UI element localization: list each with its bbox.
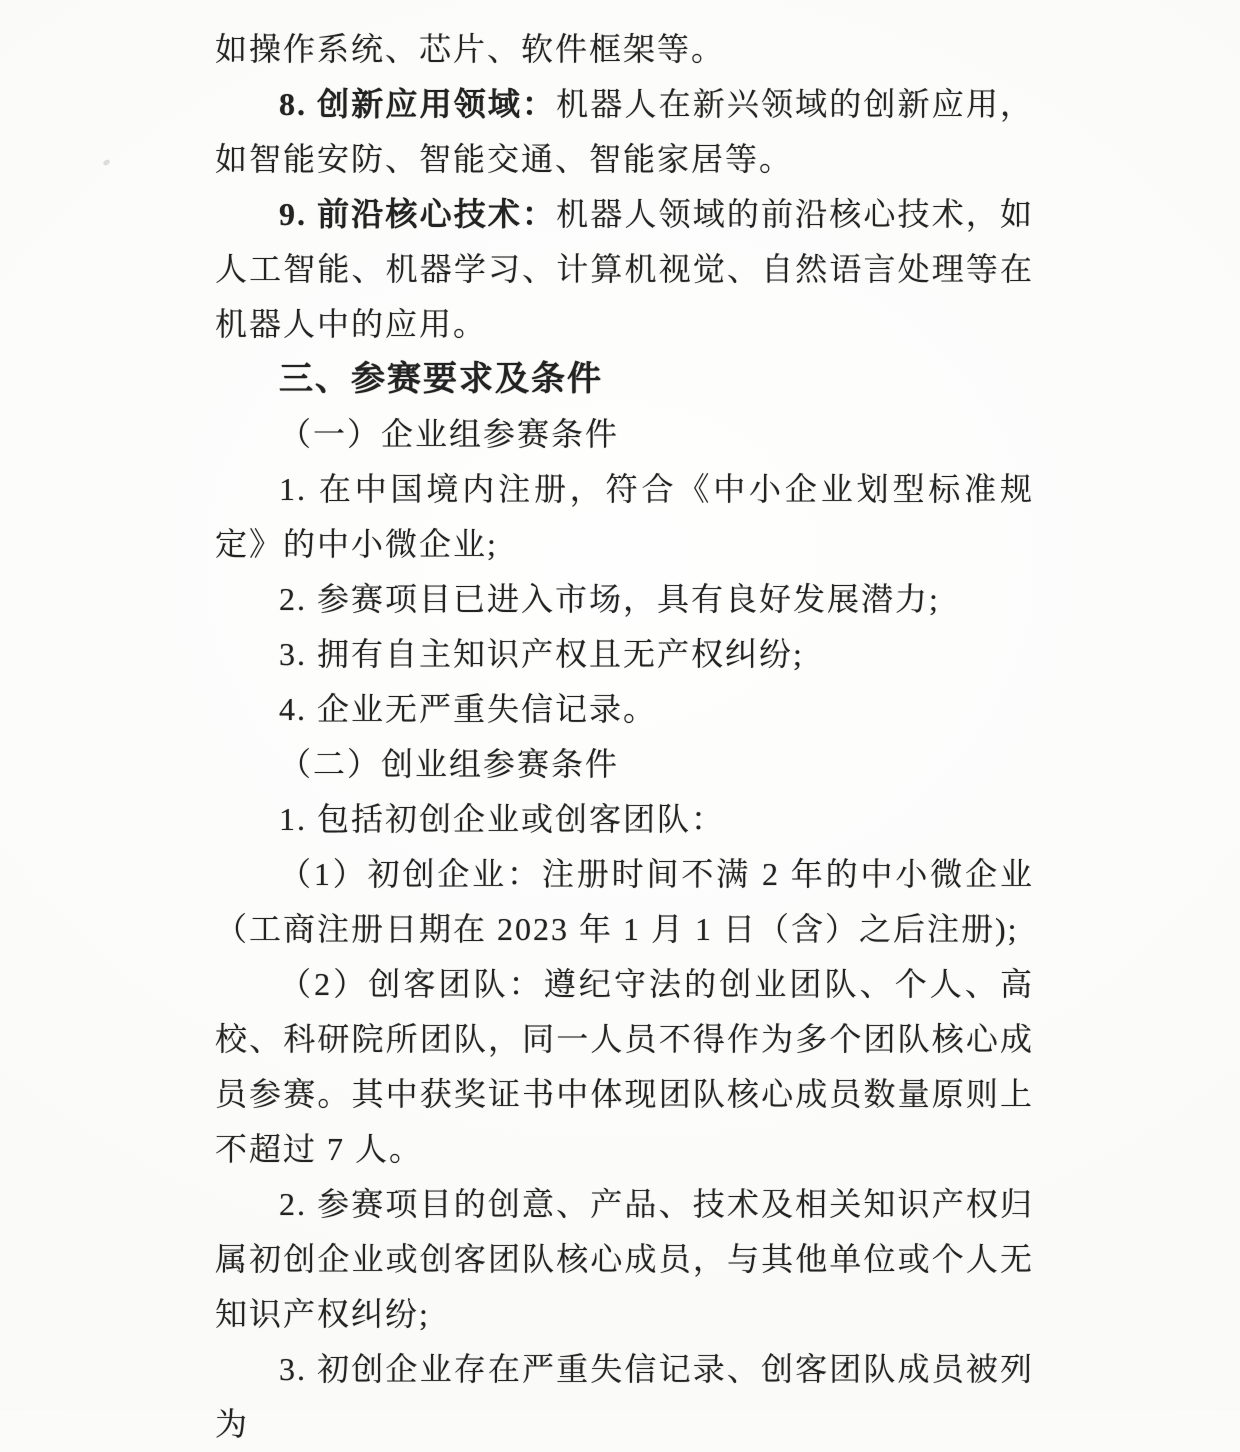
section-heading-requirements: 三、参赛要求及条件 (279, 361, 603, 398)
item-8-body-text: 机器人在新兴领域的创新应用，如智能安防、智能交通、智能家居等。 (215, 86, 1034, 177)
para-continuation-os-chips: 如操作系统、芯片、软件框架等。 (215, 31, 726, 67)
enterprise-condition-3: 3. 拥有自主知识产权且无产权纠纷; (279, 636, 804, 672)
startup-condition-1-1-startup-enterprise: （1）初创企业：注册时间不满 2 年的中小微企业（工商注册日期在 2023 年 1 月 1 日（含）之后注册); (215, 856, 1034, 947)
startup-condition-2: 2. 参赛项目的创意、产品、技术及相关知识产权归属初创企业或创客团队核心成员，与其他单位或个人无知识产权纠纷; (215, 1186, 1034, 1332)
subsection-startup-group-title: （二）创业组参赛条件 (279, 746, 620, 782)
para-item-9-frontier-core-tech (215, 187, 1034, 352)
subsection-enterprise-group-title: （一）企业组参赛条件 (279, 416, 620, 452)
item-8-bold-label: 8. 创新应用领域： (279, 86, 557, 122)
startup-condition-1: 1. 包括初创企业或创客团队： (279, 801, 726, 837)
scan-artifact-speck (102, 158, 111, 166)
startup-condition-1-2-maker-team: （2）创客团队：遵纪守法的创业团队、个人、高校、科研院所团队，同一人员不得作为多个团队核心成员参赛。其中获奖证书中体现团队核心成员数量原则上不超过 7 人。 (215, 966, 1034, 1167)
enterprise-condition-1: 1. 在中国境内注册，符合《中小企业划型标准规定》的中小微企业; (215, 471, 1034, 562)
item-9-bold-label: 9. 前沿核心技术： (279, 196, 557, 232)
para-item-8-innovation-application (215, 77, 1034, 187)
enterprise-condition-2: 2. 参赛项目已进入市场，具有良好发展潜力; (279, 581, 940, 617)
startup-condition-3-truncated: 3. 初创企业存在严重失信记录、创客团队成员被列为 (215, 1351, 1034, 1442)
enterprise-condition-4: 4. 企业无严重失信记录。 (279, 691, 658, 727)
item-9-body-text: 机器人领域的前沿核心技术，如人工智能、机器学习、计算机视觉、自然语言处理等在机器人中的应用。 (215, 196, 1034, 342)
